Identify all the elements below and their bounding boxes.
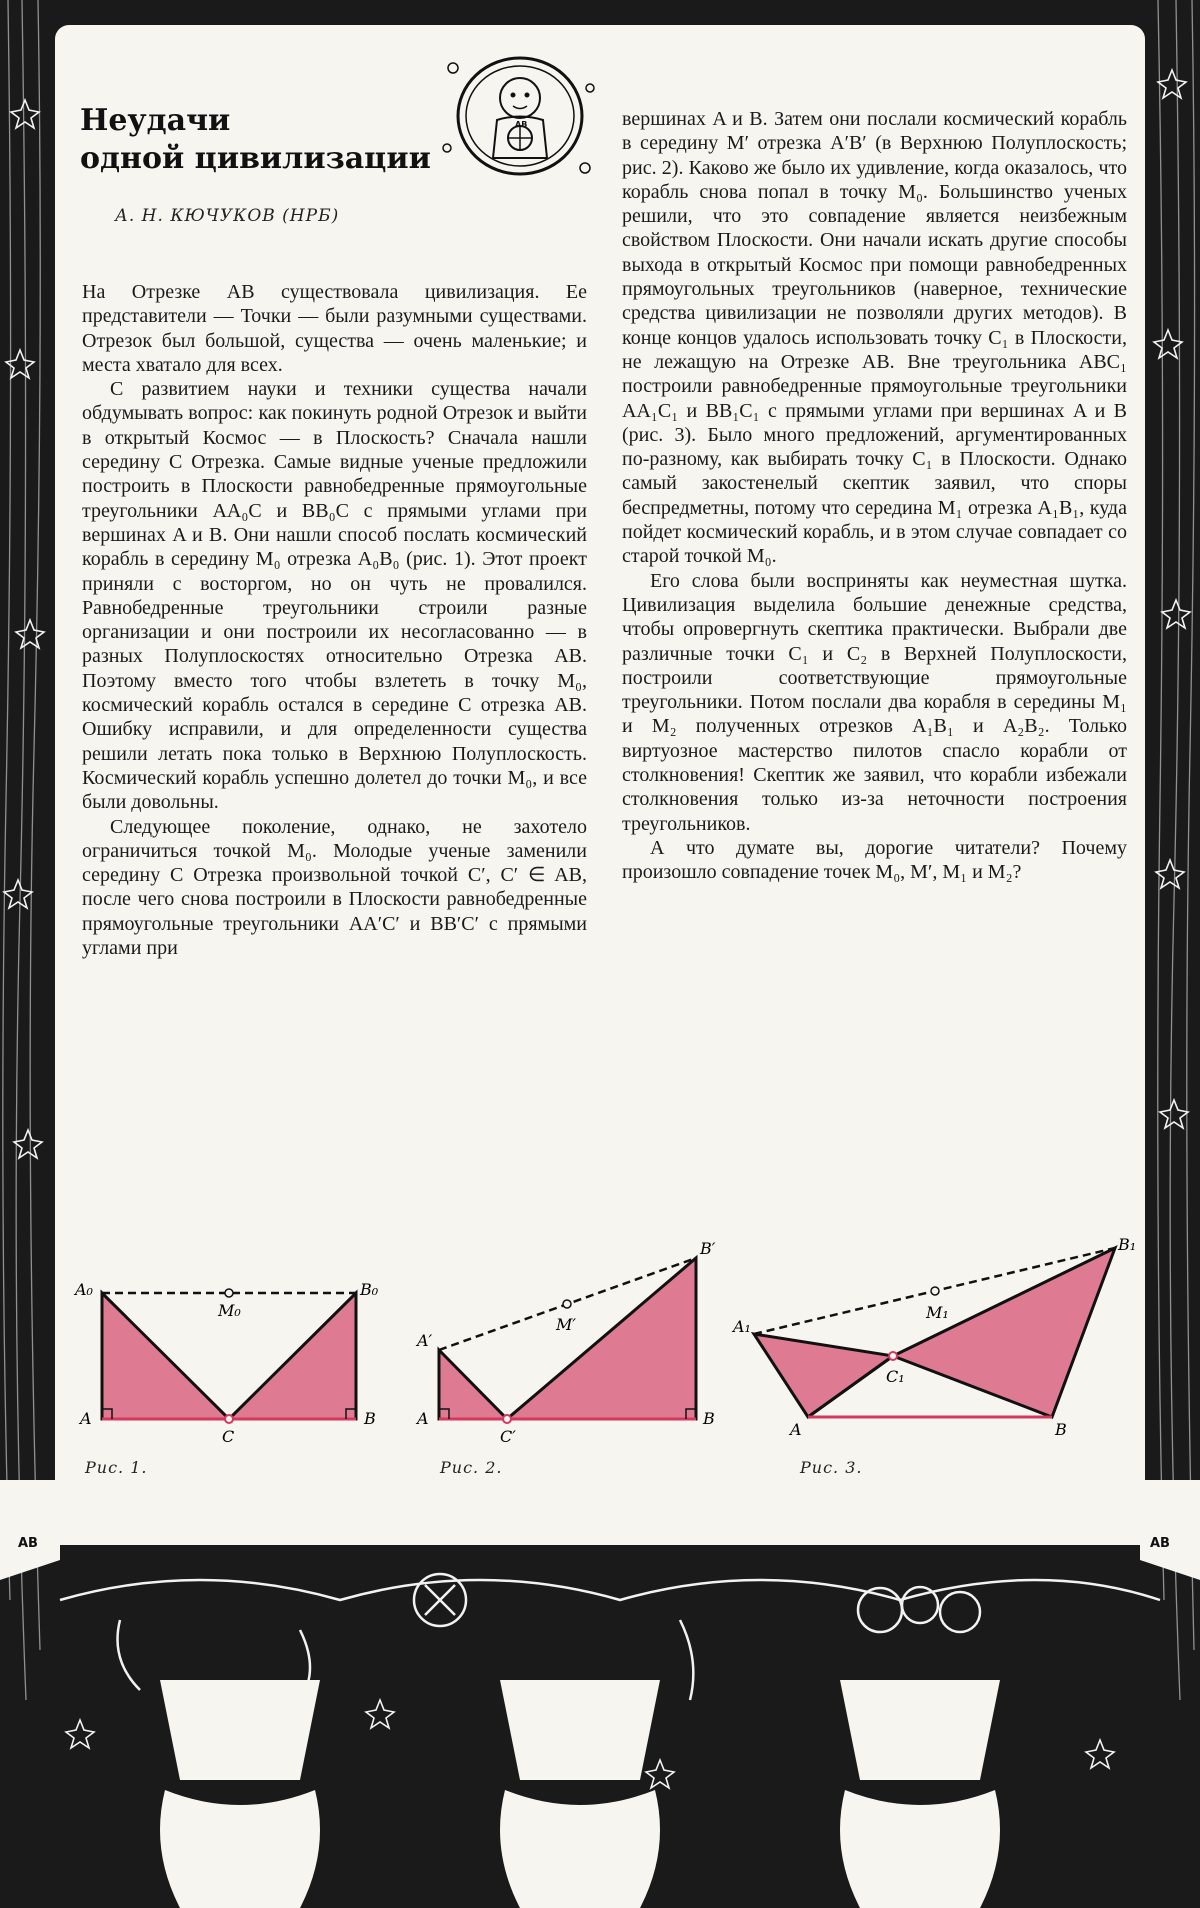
- fig2-label-a: A: [417, 1409, 429, 1428]
- figure-2-caption: Рис. 2.: [440, 1458, 503, 1477]
- body-column-right: [622, 107, 1127, 885]
- fig3-label-a: A: [790, 1420, 802, 1439]
- paragraph: вершинах A и B. Затем они послали космический корабль в середину M′ отрезка A′B′ (в Верхнюю Полуплоскость; рис. 2). Каково же было их удивление, когда оказалось, что корабль снова попал в точку M₀. Большинство ученых решили, что это совпадение является неизбежным свойством Плоскости. Они начали искать другие способы выхода в открытый Космос при помощи равнобедренных прямоугольных треугольников (наверное, технические средства цивилизации не позволяли других методов). В конце концов удалось использовать точку C₁ в Плоскости, не лежащую на Отрезке AB. Вне треугольника ABC₁ построили равнобедренные прямоугольные треугольники AA₁C₁ и BB₁C₁ с прямыми углами при вершинах A и B (рис. 3). Было много предложений, аргументированных по-разному, как выбирать точку C₁ в Плоскости. Однако самый закостенелый скептик заявил, что споры беспредметны, потому что середина M₁ отрезка A₁B₁, куда пойдет космический корабль, и в этом случае совпадает со старой точкой M₀.: [622, 108, 1127, 568]
- fig2-label-m1: M′: [556, 1315, 577, 1334]
- paragraph: Его слова были восприняты как неуместная шутка. Цивилизация выделила большие денежные средства, чтобы опровергнуть скептика практически. Выбрали две различные точки C₁ и C₂ в Верхней Полуплоскости, построили соответствующие прямоугольные треугольники. Потом послали два корабля в середины M₁ и M₂ полученных отрезков A₁B₁ и A₂B₂. Только виртуозное мастерство пилотов спасло корабли от столкновения! Скептик же заявил, что корабли избежали столкновения только из-за неточности построения треугольников.: [622, 569, 1127, 835]
- figure-3-caption: Рис. 3.: [800, 1458, 863, 1477]
- fig1-label-a0: A₀: [75, 1280, 93, 1299]
- figure-1-caption: Рис. 1.: [85, 1458, 148, 1477]
- fig2-triangle-right: [507, 1258, 696, 1419]
- fig1-label-m0: M₀: [218, 1301, 241, 1320]
- fig3-label-c1: C₁: [886, 1367, 905, 1386]
- fig1-point-m0: [225, 1289, 233, 1297]
- fig3-triangle-right: [893, 1248, 1115, 1417]
- fin-label-right: AB: [1150, 1536, 1170, 1551]
- paragraph: На Отрезке AB существовала цивилизация. Ее представители — Точки — были разумными существами. Отрезок был большой, существа — очень маленькие; и места хватало для всех.: [82, 281, 587, 376]
- figures: [60, 1210, 1140, 1510]
- figure-1: [73, 1280, 379, 1446]
- fig1-label-b0: B₀: [360, 1280, 379, 1299]
- fig2-label-b: B: [703, 1409, 715, 1428]
- article-title: [80, 102, 431, 178]
- title-line-1: Неудачи: [80, 103, 231, 138]
- cartoon-badge-text: AB: [515, 120, 528, 129]
- paragraph: С развитием науки и техники существа начали обдумывать вопрос: как покинуть родной Отрезок и выйти в открытый Космос — в Плоскость? Сначала нашли середину C Отрезка. Самые видные ученые предложили построить в Плоскости равнобедренные прямоугольные треугольники AA₀C и BB₀C с прямыми углами при вершинах A и B. Они нашли способ послать космический корабль в середину M₀ отрезка A₀B₀ (рис. 1). Этот проект приняли с восторгом, но он чуть не провалился. Равнобедренные треугольники строили разные организации и они построили их несогласованно — в разных Полуплоскостях относительно Отрезка AB. Поэтому вместо того чтобы взлететь в точку M₀, космический корабль остался в середине C отрезка AB. Ошибку исправили, и для определенности существа решили летать пока только в Верхнюю Полуплоскость. Космический корабль успешно долетел до точки M₀, и все были довольны.: [82, 378, 587, 814]
- fig1-triangle-left: [102, 1293, 229, 1419]
- title-line-2: одной цивилизации: [80, 141, 431, 176]
- paragraph: Следующее поколение, однако, не захотело ограничиться точкой M₀. Молодые ученые заменили середину C Отрезка произвольной точкой C′, C′ ∈ AB, после чего снова построили в Плоскости равнобедренные прямоугольные треугольники AA′C′ и BB′C′ с прямыми углами при: [82, 815, 587, 960]
- fig1-label-c: C: [222, 1427, 235, 1446]
- fig3-label-b: B: [1055, 1420, 1067, 1439]
- fig2-point-c: [503, 1415, 511, 1423]
- body-column-left: [82, 280, 587, 960]
- fig3-point-c1: [889, 1352, 897, 1360]
- fig2-point-m: [563, 1300, 571, 1308]
- fig3-point-m1: [931, 1287, 939, 1295]
- paragraph: А что думате вы, дорогие читатели? Почему произошло совпадение точек M₀, M′, M₁ и M₂?: [622, 836, 1127, 884]
- fig1-label-a: A: [80, 1409, 92, 1428]
- fig1-point-c: [225, 1415, 233, 1423]
- fig1-triangle-right: [229, 1293, 356, 1419]
- fig2-label-c: C′: [500, 1427, 516, 1446]
- fig3-label-m1: M₁: [926, 1303, 949, 1322]
- cartoon-illustration: [435, 38, 605, 193]
- fig2-label-b1: B′: [700, 1239, 716, 1258]
- figure-3: [731, 1235, 1136, 1439]
- fig1-label-b: B: [364, 1409, 376, 1428]
- article-author: А. Н. КЮЧУКОВ (НРБ): [115, 206, 340, 226]
- figure-2: [415, 1239, 716, 1446]
- fig3-label-a1: A₁: [733, 1317, 751, 1336]
- fin-label-left: AB: [18, 1536, 38, 1551]
- fig3-label-b1: B₁: [1118, 1235, 1137, 1254]
- fig2-label-a1: A′: [417, 1331, 433, 1350]
